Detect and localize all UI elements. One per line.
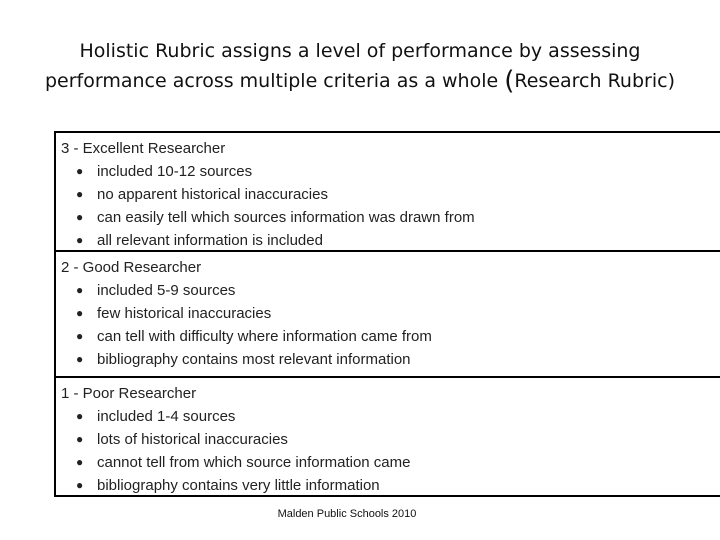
criterion-text: bibliography contains very little information <box>97 477 380 494</box>
level-heading: 3 - Excellent Researcher <box>61 140 226 157</box>
title-line-2-tail: Research Rubric) <box>514 70 675 92</box>
criterion-item <box>61 183 720 206</box>
bullet-icon: ● <box>76 352 84 366</box>
title-open-paren: ( <box>504 66 515 96</box>
bullet-icon: ● <box>76 432 84 446</box>
criterion-item <box>61 206 720 229</box>
criterion-text: no apparent historical inaccuracies <box>97 186 328 203</box>
criterion-item <box>61 451 720 474</box>
criteria-list <box>61 160 720 252</box>
criterion-text: all relevant information is included <box>97 232 323 249</box>
rubric-level-poor <box>56 378 720 495</box>
rubric-level-good <box>56 252 720 378</box>
criterion-text: few historical inaccuracies <box>97 305 272 322</box>
footer-credit: Malden Public Schools 2010 <box>277 508 417 520</box>
criterion-item <box>61 302 720 325</box>
rubric-level-excellent <box>56 133 720 252</box>
criterion-text: can easily tell which sources information was drawn from <box>97 209 475 226</box>
bullet-icon: ● <box>76 409 84 423</box>
level-heading: 2 - Good Researcher <box>61 259 202 276</box>
page-title <box>0 36 720 96</box>
criterion-item <box>61 348 720 371</box>
criterion-text: can tell with difficulty where information came from <box>97 328 432 345</box>
criterion-item <box>61 229 720 252</box>
bullet-icon: ● <box>76 478 84 492</box>
criterion-item <box>61 474 720 497</box>
criterion-item <box>61 279 720 302</box>
bullet-icon: ● <box>76 455 84 469</box>
bullet-icon: ● <box>76 329 84 343</box>
title-line-1: Holistic Rubric assigns a level of performance by assessing <box>79 40 641 62</box>
criteria-list <box>61 405 720 497</box>
bullet-icon: ● <box>76 233 84 247</box>
criterion-text: included 10-12 sources <box>97 163 253 180</box>
criterion-item <box>61 405 720 428</box>
criterion-text: included 1-4 sources <box>97 408 236 425</box>
bullet-icon: ● <box>76 164 84 178</box>
title-line-2-main: performance across multiple criteria as a whole <box>45 70 505 92</box>
criterion-text: bibliography contains most relevant information <box>97 351 411 368</box>
criterion-item <box>61 428 720 451</box>
rubric-table <box>54 131 720 497</box>
criterion-text: cannot tell from which source information came <box>97 454 411 471</box>
title-line-2 <box>0 66 720 96</box>
bullet-icon: ● <box>76 210 84 224</box>
bullet-icon: ● <box>76 283 84 297</box>
criterion-text: lots of historical inaccuracies <box>97 431 288 448</box>
criterion-item <box>61 325 720 348</box>
criterion-item <box>61 160 720 183</box>
criterion-text: included 5-9 sources <box>97 282 236 299</box>
criteria-list <box>61 279 720 371</box>
level-heading: 1 - Poor Researcher <box>61 385 197 402</box>
bullet-icon: ● <box>76 306 84 320</box>
bullet-icon: ● <box>76 187 84 201</box>
